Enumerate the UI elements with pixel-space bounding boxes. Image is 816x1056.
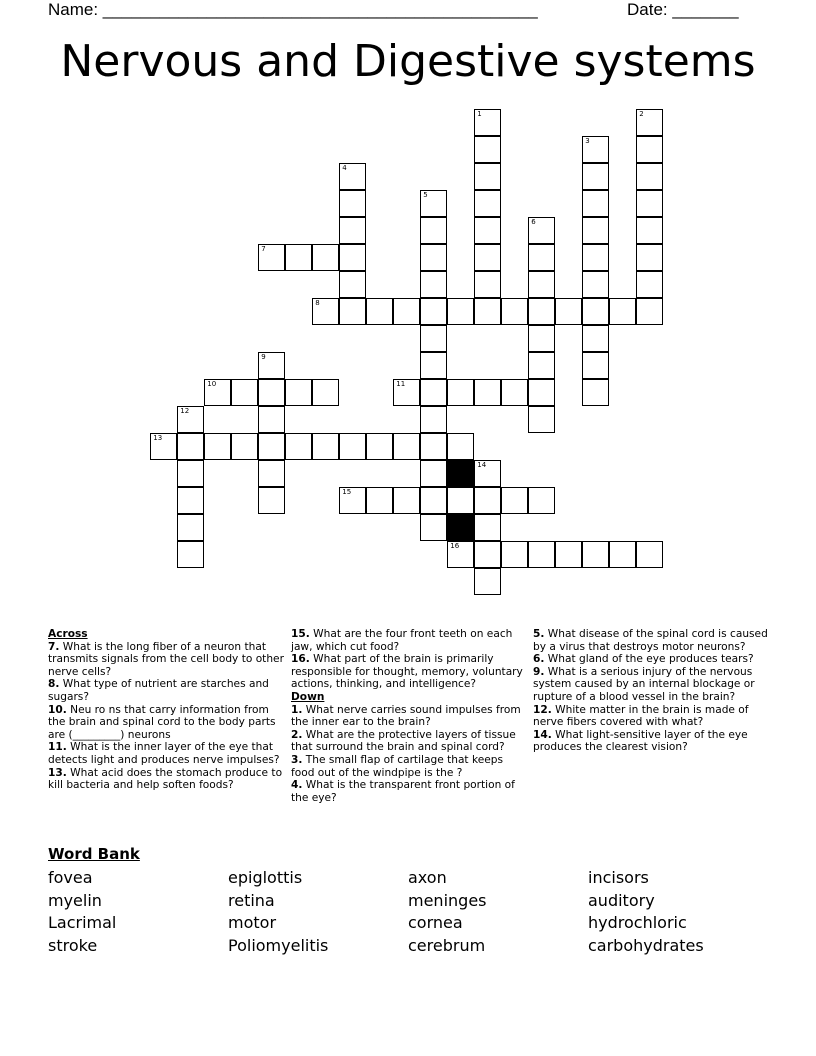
- grid-cell[interactable]: [474, 271, 501, 298]
- grid-cell[interactable]: [474, 514, 501, 541]
- grid-cell[interactable]: [339, 163, 366, 190]
- grid-cell[interactable]: [636, 217, 663, 244]
- grid-cell[interactable]: [528, 406, 555, 433]
- grid-cell[interactable]: [258, 379, 285, 406]
- clue-across-11: 11. What is the inner layer of the eye that detects light and produces nerve impulses?: [48, 741, 280, 766]
- clue-down-4: 4. What is the transparent front portion of the eye?: [291, 779, 515, 804]
- grid-cell[interactable]: [582, 136, 609, 163]
- word-bank-item: fovea: [48, 868, 93, 887]
- grid-cell[interactable]: [528, 379, 555, 406]
- grid-cell[interactable]: [582, 541, 609, 568]
- name-field-label: Name: ______________________________________________: [48, 0, 538, 19]
- word-bank-item: stroke: [48, 935, 98, 955]
- clue-across-16: 16. What part of the brain is primarily responsible for thought, memory, voluntary actions, thinking, and intelligence?: [291, 653, 523, 691]
- grid-cell[interactable]: [528, 541, 555, 568]
- grid-cell[interactable]: [474, 109, 501, 136]
- grid-cell[interactable]: [258, 487, 285, 514]
- word-bank-item: retina: [228, 890, 275, 910]
- grid-cell[interactable]: [258, 406, 285, 433]
- grid-cell[interactable]: [582, 271, 609, 298]
- grid-cell[interactable]: [339, 487, 366, 514]
- black-cell: [447, 460, 474, 487]
- grid-cell[interactable]: [420, 190, 447, 217]
- grid-cell[interactable]: [636, 109, 663, 136]
- grid-cell[interactable]: [420, 406, 447, 433]
- grid-cell[interactable]: [312, 298, 339, 325]
- clue-across-7: 7. What is the long fiber of a neuron that transmits signals from the cell body to other nerve cells?: [48, 640, 284, 678]
- grid-cell[interactable]: [312, 433, 339, 460]
- clue-down-9: 9. What is a serious injury of the nervous system caused by an internal blockage or rupture of a blood vessel in the brain?: [533, 665, 755, 703]
- grid-cell[interactable]: [528, 244, 555, 271]
- grid-cell[interactable]: [177, 487, 204, 514]
- clue-number: 4: [342, 164, 347, 173]
- grid-cell[interactable]: [636, 136, 663, 163]
- grid-cell[interactable]: [339, 244, 366, 271]
- grid-cell[interactable]: [474, 487, 501, 514]
- grid-cell[interactable]: [420, 217, 447, 244]
- clue-down-6: 6. What gland of the eye produces tears?: [533, 653, 754, 666]
- clues-column-2: [291, 628, 529, 804]
- grid-cell[interactable]: [501, 298, 528, 325]
- grid-cell[interactable]: [555, 541, 582, 568]
- clue-down-5: 5. What disease of the spinal cord is caused by a virus that destroys motor neurons?: [533, 628, 768, 653]
- word-bank-item: meninges: [408, 890, 487, 910]
- grid-cell[interactable]: [447, 298, 474, 325]
- grid-cell[interactable]: [582, 163, 609, 190]
- word-bank-item: myelin: [48, 890, 102, 910]
- grid-cell[interactable]: [474, 163, 501, 190]
- grid-cell[interactable]: [393, 487, 420, 514]
- clue-number: 8: [315, 299, 320, 308]
- grid-cell[interactable]: [177, 514, 204, 541]
- grid-cell[interactable]: [177, 460, 204, 487]
- clue-down-2: 2. What are the protective layers of tissue that surround the brain and spinal cord?: [291, 728, 516, 754]
- grid-cell[interactable]: [582, 379, 609, 406]
- clue-number: 7: [261, 245, 266, 254]
- word-bank-item: Poliomyelitis: [228, 935, 329, 955]
- grid-cell[interactable]: [447, 541, 474, 568]
- clue-down-14: 14. What light-sensitive layer of the eye produces the clearest vision?: [533, 728, 748, 754]
- word-bank-item: hydrochloric: [588, 913, 687, 932]
- grid-cell[interactable]: [528, 487, 555, 514]
- grid-cell[interactable]: [420, 460, 447, 487]
- grid-cell[interactable]: [474, 541, 501, 568]
- grid-cell[interactable]: [609, 541, 636, 568]
- grid-cell[interactable]: [204, 379, 231, 406]
- grid-cell[interactable]: [474, 190, 501, 217]
- grid-cell[interactable]: [420, 298, 447, 325]
- grid-cell[interactable]: [339, 298, 366, 325]
- clue-across-13: 13. What acid does the stomach produce to kill bacteria and help soften foods?: [48, 766, 283, 792]
- grid-cell[interactable]: [258, 244, 285, 271]
- grid-cell[interactable]: [528, 217, 555, 244]
- grid-cell[interactable]: [609, 298, 636, 325]
- word-bank-title: Word Bank: [48, 845, 140, 863]
- grid-cell[interactable]: [420, 433, 447, 460]
- grid-cell[interactable]: [474, 460, 501, 487]
- grid-cell[interactable]: [393, 379, 420, 406]
- grid-cell[interactable]: [285, 379, 312, 406]
- clue-number: 1: [477, 110, 482, 119]
- grid-cell[interactable]: [582, 298, 609, 325]
- clue-number: 6: [531, 218, 536, 227]
- clue-across-8: 8. What type of nutrient are starches and sugars?: [48, 678, 269, 703]
- word-bank-item: carbohydrates: [588, 935, 704, 955]
- word-bank-item: cerebrum: [408, 935, 486, 955]
- grid-cell[interactable]: [366, 487, 393, 514]
- grid-cell[interactable]: [285, 244, 312, 271]
- grid-cell[interactable]: [231, 433, 258, 460]
- grid-cell[interactable]: [420, 352, 447, 379]
- word-bank-item: incisors: [588, 868, 649, 887]
- clue-down-1: 1. What nerve carries sound impulses from the inner ear to the brain?: [291, 703, 521, 729]
- grid-cell[interactable]: [582, 244, 609, 271]
- grid-cell[interactable]: [285, 433, 312, 460]
- grid-cell[interactable]: [420, 244, 447, 271]
- clue-number: 14: [477, 461, 487, 470]
- grid-cell[interactable]: [258, 460, 285, 487]
- word-bank-item: auditory: [588, 890, 655, 910]
- grid-cell[interactable]: [501, 487, 528, 514]
- clue-down-12: 12. White matter in the brain is made of nerve fibers covered with what?: [533, 703, 749, 729]
- word-bank-item: epiglottis: [228, 868, 303, 887]
- grid-cell[interactable]: [528, 298, 555, 325]
- clue-number: 11: [396, 380, 406, 389]
- clue-number: 2: [639, 110, 644, 119]
- grid-cell[interactable]: [582, 217, 609, 244]
- grid-cell[interactable]: [231, 379, 258, 406]
- clue-number: 5: [423, 191, 428, 200]
- clues-column-3: [533, 628, 769, 754]
- clue-number: 10: [207, 380, 217, 389]
- grid-cell[interactable]: [420, 271, 447, 298]
- word-bank-item: axon: [408, 868, 447, 887]
- grid-cell[interactable]: [420, 487, 447, 514]
- grid-cell[interactable]: [474, 244, 501, 271]
- grid-cell[interactable]: [582, 352, 609, 379]
- grid-cell[interactable]: [177, 433, 204, 460]
- clue-across-10: 10. Neu ro ns that carry information from the brain and spinal cord to the body parts are (_________) neurons: [48, 703, 276, 741]
- grid-cell[interactable]: [582, 325, 609, 352]
- word-bank: [48, 867, 768, 957]
- grid-cell[interactable]: [636, 271, 663, 298]
- grid-cell[interactable]: [204, 433, 231, 460]
- grid-cell[interactable]: [312, 244, 339, 271]
- grid-cell[interactable]: [501, 379, 528, 406]
- grid-cell[interactable]: [339, 217, 366, 244]
- grid-cell[interactable]: [177, 406, 204, 433]
- grid-cell[interactable]: [474, 217, 501, 244]
- grid-cell[interactable]: [528, 352, 555, 379]
- clues-column-1: [48, 628, 286, 792]
- word-bank-item: cornea: [408, 913, 463, 932]
- grid-cell[interactable]: [150, 433, 177, 460]
- grid-cell[interactable]: [474, 298, 501, 325]
- grid-cell[interactable]: [636, 541, 663, 568]
- grid-cell[interactable]: [474, 136, 501, 163]
- grid-cell[interactable]: [258, 352, 285, 379]
- grid-cell[interactable]: [258, 433, 285, 460]
- black-cell: [447, 514, 474, 541]
- page-title: Nervous and Digestive systems: [60, 36, 756, 87]
- grid-cell[interactable]: [339, 271, 366, 298]
- grid-cell[interactable]: [366, 298, 393, 325]
- grid-cell[interactable]: [420, 325, 447, 352]
- grid-cell[interactable]: [636, 163, 663, 190]
- grid-cell[interactable]: [312, 379, 339, 406]
- grid-cell[interactable]: [474, 568, 501, 595]
- word-bank-item: Lacrimal: [48, 913, 117, 932]
- grid-cell[interactable]: [636, 244, 663, 271]
- grid-cell[interactable]: [420, 379, 447, 406]
- grid-cell[interactable]: [393, 298, 420, 325]
- grid-cell[interactable]: [339, 433, 366, 460]
- clue-number: 13: [153, 434, 163, 443]
- clue-down-3: 3. The small flap of cartilage that keeps food out of the windpipe is the ?: [291, 753, 503, 779]
- grid-cell[interactable]: [528, 325, 555, 352]
- clue-across-15: 15. What are the four front teeth on each jaw, which cut food?: [291, 628, 513, 653]
- grid-cell[interactable]: [501, 541, 528, 568]
- grid-cell[interactable]: [636, 190, 663, 217]
- grid-cell[interactable]: [366, 433, 393, 460]
- clue-number: 16: [450, 542, 460, 551]
- grid-cell[interactable]: [474, 379, 501, 406]
- grid-cell[interactable]: [528, 271, 555, 298]
- date-field-label: Date: _______: [627, 0, 739, 19]
- grid-cell[interactable]: [636, 298, 663, 325]
- clue-number: 12: [180, 407, 190, 416]
- grid-cell[interactable]: [447, 487, 474, 514]
- word-bank-item: motor: [228, 913, 277, 932]
- clue-number: 15: [342, 488, 352, 497]
- grid-cell[interactable]: [447, 433, 474, 460]
- down-heading: Down: [291, 690, 325, 703]
- grid-cell[interactable]: [393, 433, 420, 460]
- across-heading: Across: [48, 628, 88, 640]
- clue-number: 3: [585, 137, 590, 146]
- grid-cell[interactable]: [177, 541, 204, 568]
- clue-number: 9: [261, 353, 266, 362]
- grid-cell[interactable]: [555, 298, 582, 325]
- grid-cell[interactable]: [582, 190, 609, 217]
- grid-cell[interactable]: [339, 190, 366, 217]
- grid-cell[interactable]: [420, 514, 447, 541]
- grid-cell[interactable]: [447, 379, 474, 406]
